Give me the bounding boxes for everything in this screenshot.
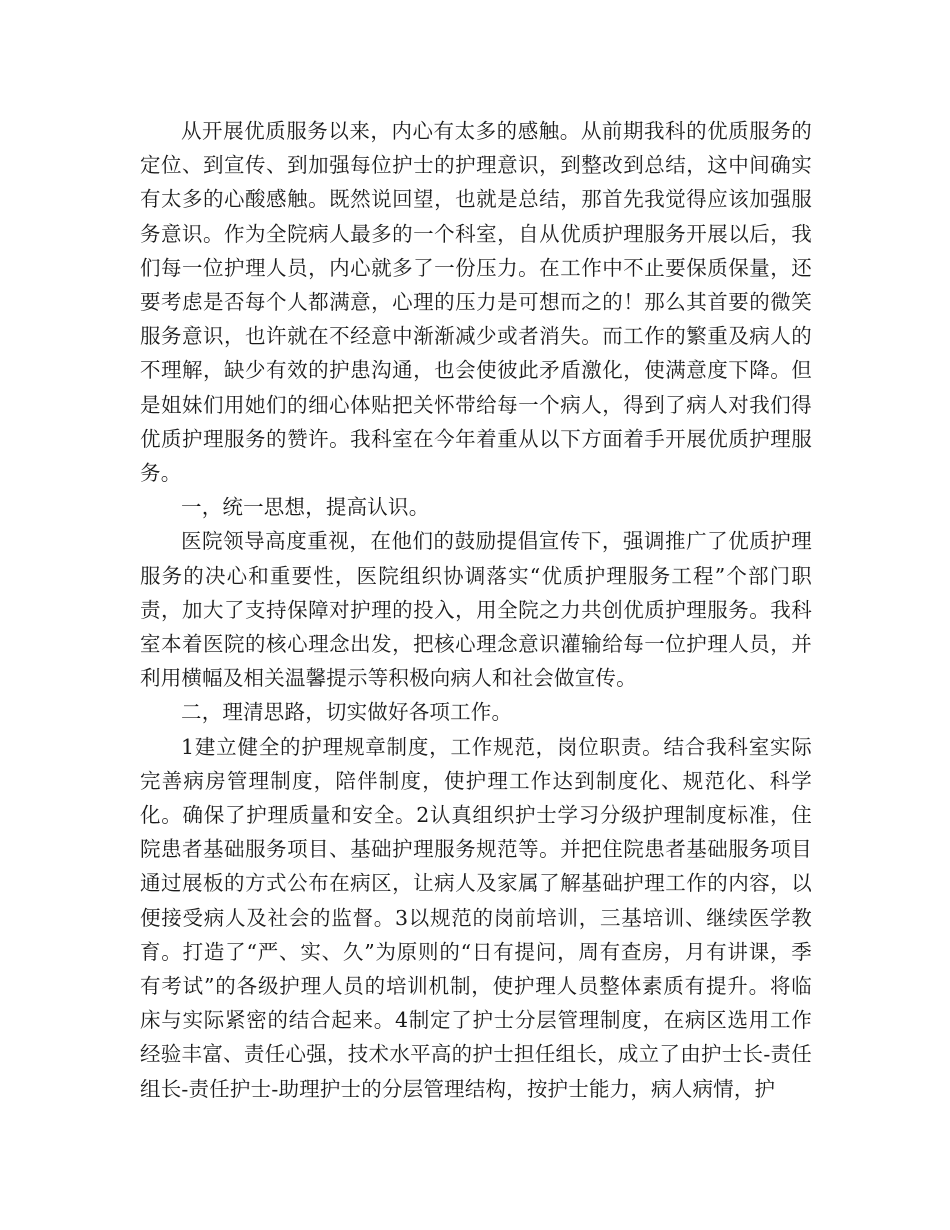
document-body [140, 114, 812, 1106]
paragraph-section-2: 1建立健全的护理规章制度，工作规范，岗位职责。结合我科室实际完善病房管理制度，陪伴制度，使护理工作达到制度化、规范化、科学化。确保了护理质量和安全。2认真组织护士学习分级护理制度标准，住院患者基础服务项目、基础护理服务规范等。并把住院患者基础服务项目通过展板的方式公布在病区，让病人及家属了解基础护理工作的内容，以便接受病人及社会的监督。3以规范的岗前培训，三基培训、继续医学教育。打造了“严、实、久”为原则的“日有提问，周有查房，月有讲课，季有考试”的各级护理人员的培训机制，使护理人员整体素质有提升。将临床与实际紧密的结合起来。4制定了护士分层管理制度，在病区选用工作经验丰富、责任心强，技术水平高的护士担任组长，成立了由护士长-责任组长-责任护士-助理护士的分层管理结构，按护士能力，病人病情，护 [140, 734, 812, 1101]
section-heading-2: 二，理清思路，切实做好各项工作。 [181, 700, 513, 725]
paragraph-intro: 从开展优质服务以来，内心有太多的感触。从前期我科的优质服务的定位、到宣传、到加强每位护士的护理意识，到整改到总结，这中间确实有太多的心酸感触。既然说回望，也就是总结，那首先我觉得应该加强服务意识。作为全院病人最多的一个科室，自从优质护理服务开展以后，我们每一位护理人员，内心就多了一份压力。在工作中不止要保质保量，还要考虑是否每个人都满意，心理的压力是可想而之的！那么其首要的微笑服务意识，也许就在不经意中渐渐减少或者消失。而工作的繁重及病人的不理解，缺少有效的护患沟通，也会使彼此矛盾激化，使满意度下降。但是姐妹们用她们的细心体贴把关怀带给每一个病人，得到了病人对我们得优质护理服务的赞许。我科室在今年着重从以下方面着手开展优质护理服务。 [140, 119, 812, 486]
section-heading-1: 一，统一思想，提高认识。 [181, 495, 430, 520]
paragraph-section-1: 医院领导高度重视，在他们的鼓励提倡宣传下，强调推广了优质护理服务的决心和重要性，医院组织协调落实“优质护理服务工程”个部门职责，加大了支持保障对护理的投入，用全院之力共创优质护理服务。我科室本着医院的核心理念出发，把核心理念意识灌输给每一位护理人员，并利用横幅及相关温馨提示等积极向病人和社会做宣传。 [140, 529, 812, 691]
